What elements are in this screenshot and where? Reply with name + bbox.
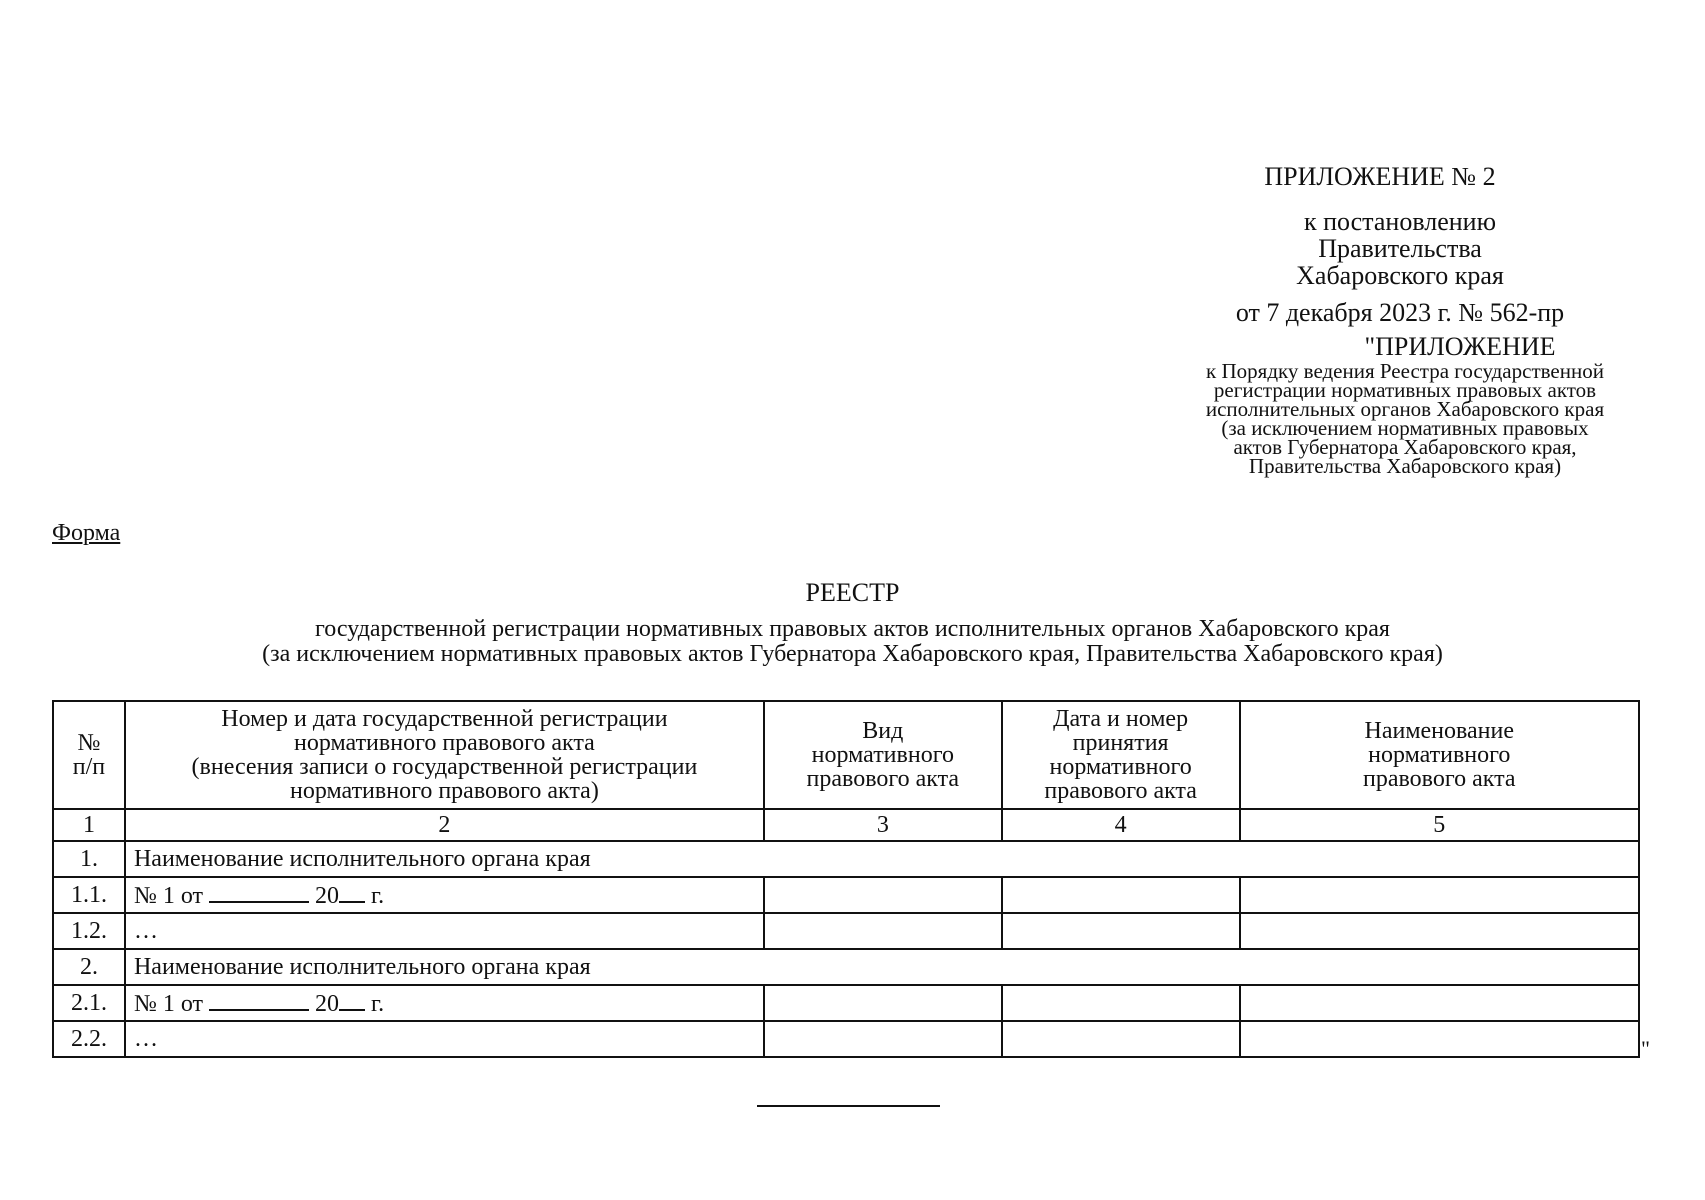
- order-line-6: Правительства Хабаровского края): [1248, 454, 1562, 478]
- empty-cell: [764, 877, 1002, 913]
- decree-line-3: Хабаровского края: [1296, 261, 1504, 290]
- group-name: Наименование исполнительного органа края: [125, 949, 1639, 985]
- decree-date: от 7 декабря 2023 г. № 562-пр: [1235, 298, 1565, 327]
- order-line-1: к Порядку ведения Реестра государственной: [1206, 359, 1604, 383]
- registration-cell: № 1 от 20 г.: [125, 877, 764, 913]
- empty-cell: [1002, 1021, 1240, 1057]
- order-reference: [1165, 359, 1645, 478]
- group-number: 2.: [53, 949, 125, 985]
- row-number: 2.2.: [53, 1021, 125, 1057]
- date-blank: [209, 883, 309, 903]
- registration-cell: …: [125, 913, 764, 949]
- group-row: [53, 949, 1639, 985]
- empty-cell: [1240, 985, 1639, 1021]
- column-number: 3: [764, 809, 1002, 841]
- row-number: 2.1.: [53, 985, 125, 1021]
- empty-cell: [764, 1021, 1002, 1057]
- registry-subtitle-line-2: (за исключением нормативных правовых актов Губернатора Хабаровского края, Правительства Хабаровского края): [262, 641, 1443, 667]
- empty-cell: [1002, 913, 1240, 949]
- registry-title: РЕЕСТР: [805, 578, 900, 607]
- header-act-type: Вид нормативного правового акта: [764, 701, 1002, 809]
- table-row: [53, 985, 1639, 1021]
- form-label: Форма: [52, 520, 121, 546]
- order-line-3: исполнительных органов Хабаровского края: [1205, 397, 1605, 421]
- empty-cell: [764, 913, 1002, 949]
- header-number: № п/п: [53, 701, 125, 809]
- order-line-5: актов Губернатора Хабаровского края,: [1233, 435, 1577, 459]
- group-name: Наименование исполнительного органа края: [125, 841, 1639, 877]
- column-number: 4: [1002, 809, 1240, 841]
- decree-block: [1190, 208, 1610, 326]
- empty-cell: [1240, 1021, 1639, 1057]
- closing-quote: ": [1641, 1036, 1650, 1061]
- empty-cell: [1002, 985, 1240, 1021]
- decree-line-1: к постановлению: [1303, 207, 1497, 236]
- column-number: 1: [53, 809, 125, 841]
- group-number: 1.: [53, 841, 125, 877]
- registration-cell: …: [125, 1021, 764, 1057]
- registry-table: [52, 700, 1640, 1058]
- table-row: [53, 1021, 1639, 1057]
- registration-cell: № 1 от 20 г.: [125, 985, 764, 1021]
- table-row: [53, 913, 1639, 949]
- registry-subtitle: [140, 617, 1565, 667]
- order-line-4: (за исключением нормативных правовых: [1221, 416, 1589, 440]
- decree-line-2: Правительства: [1318, 234, 1482, 263]
- empty-cell: [1002, 877, 1240, 913]
- column-numbers-row: [53, 809, 1639, 841]
- row-number: 1.1.: [53, 877, 125, 913]
- empty-cell: [1240, 913, 1639, 949]
- table-row: [53, 877, 1639, 913]
- appendix-header: [1180, 163, 1580, 190]
- row-number: 1.2.: [53, 913, 125, 949]
- bottom-divider: [757, 1105, 940, 1107]
- column-number: 2: [125, 809, 764, 841]
- order-line-2: регистрации нормативных правовых актов: [1213, 378, 1597, 402]
- empty-cell: [1240, 877, 1639, 913]
- order-appendix-title: [1280, 333, 1640, 360]
- date-blank: [209, 991, 309, 1011]
- year-blank: [339, 991, 365, 1011]
- empty-cell: [764, 985, 1002, 1021]
- year-blank: [339, 883, 365, 903]
- appendix-title: ПРИЛОЖЕНИЕ № 2: [1264, 162, 1496, 191]
- column-number: 5: [1240, 809, 1639, 841]
- header-adoption-date: Дата и номер принятия нормативного правового акта: [1002, 701, 1240, 809]
- table-header-row: [53, 701, 1639, 809]
- order-title: "ПРИЛОЖЕНИЕ: [1364, 332, 1556, 361]
- header-registration: Номер и дата государственной регистрации нормативного правового акта (внесения записи о государственной регистрации нормативного правового акта): [125, 701, 764, 809]
- registry-subtitle-line-1: государственной регистрации нормативных правовых актов исполнительных органов Хабаровского края: [315, 616, 1390, 642]
- header-act-name: Наименование нормативного правового акта: [1240, 701, 1639, 809]
- group-row: [53, 841, 1639, 877]
